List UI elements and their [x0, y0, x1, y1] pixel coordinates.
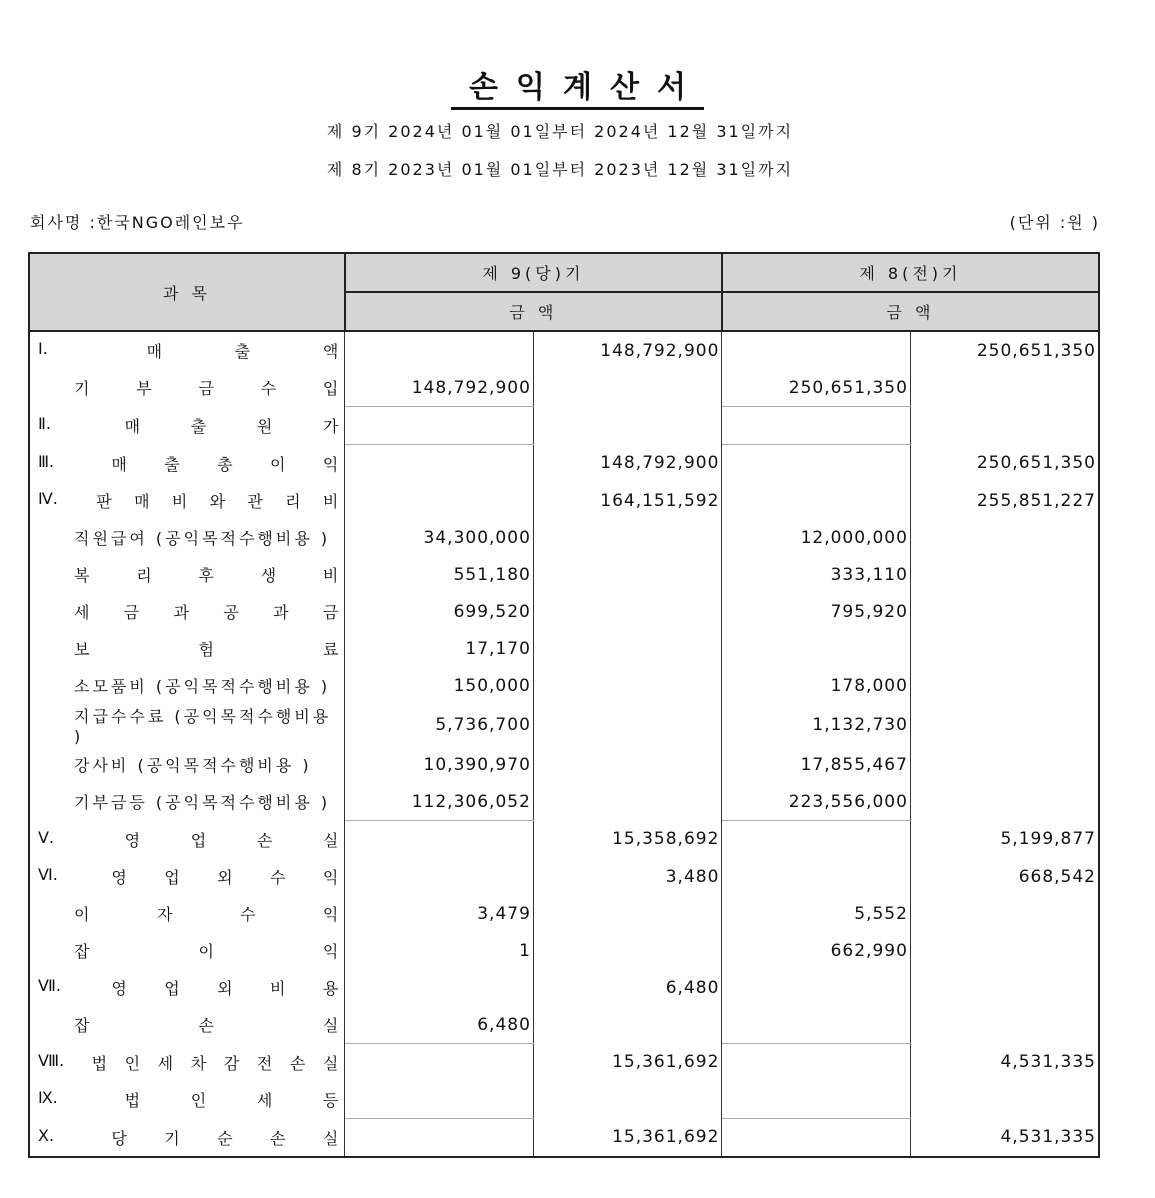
account-label-char: 총 — [217, 454, 233, 474]
account-label-char: 기 — [164, 1128, 180, 1148]
amount-cell — [345, 445, 534, 483]
account-label-char: 수 — [239, 905, 256, 924]
account-label: 직원급여 (공익목적수행비용 ) — [74, 529, 331, 548]
roman-numeral: Ⅱ. — [38, 414, 51, 433]
amount-cell — [910, 895, 1099, 932]
amount-cell — [345, 331, 534, 369]
account-cell — [29, 369, 345, 407]
account-label-char: 법 — [124, 1091, 141, 1111]
account-label-char: 매 — [134, 492, 150, 511]
table-row — [29, 667, 1099, 704]
amount-cell — [910, 593, 1099, 630]
amount-cell — [533, 895, 722, 932]
account-cell — [29, 969, 345, 1006]
account-label: 소모품비 (공익목적수행비용 ) — [74, 677, 331, 696]
account-label-char: 익 — [322, 942, 339, 961]
account-cell — [29, 858, 345, 895]
account-label-char: 익 — [322, 454, 339, 474]
account-label-char: 출 — [190, 417, 207, 436]
amount-cell: 6,480 — [533, 969, 722, 1006]
amount-cell: 178,000 — [722, 667, 911, 704]
account-label-char: 영 — [124, 830, 141, 850]
account-label-char: 보 — [74, 640, 90, 659]
account-label-char: 영 — [111, 868, 127, 887]
account-label-char: 감 — [223, 1053, 240, 1073]
table-row — [29, 519, 1099, 556]
statement-body — [29, 331, 1099, 1157]
amount-cell: 795,920 — [722, 593, 911, 630]
account-label-char: 비 — [322, 492, 339, 511]
amount-cell: 34,300,000 — [345, 519, 534, 556]
amount-cell — [722, 821, 911, 859]
roman-numeral: Ⅵ. — [38, 865, 58, 884]
amount-cell: 150,000 — [345, 667, 534, 704]
unit-label: (단위 :원 ) — [1009, 213, 1100, 232]
amount-cell — [533, 1081, 722, 1119]
amount-cell — [910, 969, 1099, 1006]
account-label-char: 매 — [124, 417, 141, 436]
amount-cell: 164,151,592 — [533, 482, 722, 519]
amount-cell — [345, 1119, 534, 1158]
amount-cell — [533, 704, 722, 746]
account-cell — [29, 1006, 345, 1044]
account-label-char: 당 — [111, 1128, 127, 1148]
account-label-char: 법 — [91, 1053, 108, 1073]
amount-cell: 10,390,970 — [345, 746, 534, 783]
account-label-char: 영 — [111, 979, 127, 998]
amount-cell — [533, 593, 722, 630]
account-label-char: 리 — [136, 566, 152, 585]
account-cell — [29, 704, 345, 746]
account-label-char: 순 — [217, 1128, 233, 1148]
amount-cell — [910, 704, 1099, 746]
account-label-char: 실 — [322, 1016, 339, 1036]
amount-cell — [910, 407, 1099, 445]
table-row — [29, 445, 1099, 483]
account-label-char: 출 — [164, 454, 180, 474]
amount-cell — [722, 331, 911, 369]
account-label-char: 인 — [124, 1053, 141, 1073]
document-title: 손익계산서 — [0, 62, 1155, 106]
amount-cell — [722, 482, 911, 519]
account-label-char: 세 — [256, 1091, 273, 1111]
header-previous-amount: 금 액 — [722, 292, 1099, 331]
account-label-char: 손 — [198, 1016, 214, 1036]
amount-cell — [910, 1006, 1099, 1044]
account-label-char: 전 — [256, 1053, 273, 1073]
amount-cell: 223,556,000 — [722, 783, 911, 821]
amount-cell: 5,552 — [722, 895, 911, 932]
account-label-char: 관 — [247, 492, 263, 511]
account-label-char: 차 — [190, 1053, 207, 1073]
account-cell — [29, 1081, 345, 1119]
amount-cell: 699,520 — [345, 593, 534, 630]
account-label-char: 손 — [289, 1053, 306, 1073]
account-label-char: 금 — [198, 379, 214, 399]
table-row — [29, 407, 1099, 445]
income-statement-table — [28, 252, 1100, 1158]
amount-cell — [533, 369, 722, 407]
amount-cell: 12,000,000 — [722, 519, 911, 556]
amount-cell: 255,851,227 — [910, 482, 1099, 519]
account-label-char: 잡 — [74, 942, 90, 961]
account-label-char: 세 — [157, 1053, 174, 1073]
account-label-char: 세 — [74, 603, 90, 622]
amount-cell: 333,110 — [722, 556, 911, 593]
amount-cell — [533, 667, 722, 704]
amount-cell — [345, 482, 534, 519]
account-label-char: 이 — [270, 454, 286, 474]
account-label-char: 업 — [190, 830, 207, 850]
account-label-char: 생 — [260, 566, 277, 585]
amount-cell: 250,651,350 — [910, 331, 1099, 369]
table-row — [29, 932, 1099, 969]
roman-numeral: Ⅷ. — [38, 1050, 65, 1070]
account-label-char: 공 — [223, 603, 239, 622]
amount-cell — [910, 630, 1099, 667]
account-label: 강사비 (공익목적수행비용 ) — [74, 756, 312, 775]
amount-cell: 112,306,052 — [345, 783, 534, 821]
account-label-char: 금 — [322, 603, 339, 622]
account-cell — [29, 783, 345, 821]
account-cell — [29, 593, 345, 630]
account-label-char: 업 — [164, 979, 180, 998]
account-cell — [29, 482, 345, 519]
account-label: 기부금등 (공익목적수행비용 ) — [74, 793, 331, 813]
account-label-char: 료 — [322, 640, 339, 659]
amount-cell — [910, 369, 1099, 407]
amount-cell — [910, 932, 1099, 969]
amount-cell: 250,651,350 — [722, 369, 911, 407]
amount-cell: 3,480 — [533, 858, 722, 895]
amount-cell — [722, 1006, 911, 1044]
account-label-char: 매 — [146, 342, 163, 361]
account-label: 지급수수료 (공익목적수행비용 ) — [74, 707, 332, 746]
amount-cell — [533, 783, 722, 821]
amount-cell: 551,180 — [345, 556, 534, 593]
account-label-char: 원 — [256, 417, 273, 436]
table-row — [29, 746, 1099, 783]
account-label-char: 금 — [123, 603, 140, 622]
account-cell — [29, 667, 345, 704]
roman-numeral: Ⅶ. — [38, 976, 61, 995]
amount-cell: 3,479 — [345, 895, 534, 932]
account-label-char: 입 — [322, 379, 339, 399]
account-cell — [29, 407, 345, 445]
header-current-amount: 금 액 — [345, 292, 722, 331]
header-current-period: 제 9(당)기 — [345, 253, 722, 292]
table-row — [29, 556, 1099, 593]
amount-cell — [345, 1081, 534, 1119]
amount-cell: 17,855,467 — [722, 746, 911, 783]
amount-cell: 17,170 — [345, 630, 534, 667]
account-cell — [29, 1044, 345, 1082]
account-cell — [29, 932, 345, 969]
table-row — [29, 331, 1099, 369]
amount-cell — [345, 858, 534, 895]
account-cell — [29, 556, 345, 593]
roman-numeral: Ⅰ. — [38, 339, 48, 358]
amount-cell: 250,651,350 — [910, 445, 1099, 483]
account-label-char: 비 — [322, 566, 339, 585]
amount-cell — [722, 1081, 911, 1119]
account-label-char: 용 — [322, 979, 339, 998]
period-previous: 제 8기 2023년 01월 01일부터 2023년 12월 31일까지 — [326, 160, 794, 179]
company-name: 회사명 :한국NGO레인보우 — [30, 213, 245, 232]
account-cell — [29, 445, 345, 483]
table-row — [29, 630, 1099, 667]
header-previous-period: 제 8(전)기 — [722, 253, 1099, 292]
table-row — [29, 1044, 1099, 1082]
table-row — [29, 821, 1099, 859]
amount-cell — [910, 746, 1099, 783]
amount-cell — [910, 783, 1099, 821]
amount-cell: 15,358,692 — [533, 821, 722, 859]
account-cell — [29, 821, 345, 859]
amount-cell: 668,542 — [910, 858, 1099, 895]
table-row — [29, 969, 1099, 1006]
amount-cell — [722, 1044, 911, 1082]
roman-numeral: Ⅲ. — [38, 451, 55, 471]
account-label-char: 이 — [74, 905, 90, 924]
account-label-char: 기 — [74, 379, 90, 399]
amount-cell: 148,792,900 — [533, 445, 722, 483]
account-label-char: 업 — [164, 868, 180, 887]
roman-numeral: Ⅸ. — [38, 1088, 58, 1108]
account-cell — [29, 519, 345, 556]
account-label-char: 출 — [234, 342, 251, 361]
amount-cell — [722, 630, 911, 667]
account-label-char: 매 — [111, 454, 127, 474]
roman-numeral: Ⅴ. — [38, 827, 55, 847]
account-cell — [29, 630, 345, 667]
account-label-char: 비 — [270, 979, 286, 998]
amount-cell — [722, 858, 911, 895]
account-label-char: 과 — [273, 603, 289, 622]
amount-cell — [722, 969, 911, 1006]
account-label-char: 수 — [260, 379, 277, 399]
account-label-char: 익 — [322, 905, 339, 924]
account-cell — [29, 895, 345, 932]
account-label-char: 수 — [270, 868, 286, 887]
account-label-char: 액 — [322, 342, 339, 361]
account-label-char: 익 — [322, 868, 339, 887]
table-row — [29, 1081, 1099, 1119]
amount-cell — [910, 519, 1099, 556]
account-label-char: 손 — [270, 1128, 286, 1148]
account-label-char: 인 — [190, 1091, 207, 1111]
account-cell — [29, 746, 345, 783]
amount-cell — [345, 407, 534, 445]
amount-cell: 4,531,335 — [910, 1119, 1099, 1158]
amount-cell — [533, 1006, 722, 1044]
account-label-char: 후 — [198, 566, 214, 585]
amount-cell — [533, 556, 722, 593]
amount-cell — [910, 667, 1099, 704]
amount-cell — [345, 969, 534, 1006]
table-row — [29, 482, 1099, 519]
amount-cell — [910, 1081, 1099, 1119]
amount-cell: 15,361,692 — [533, 1044, 722, 1082]
amount-cell: 148,792,900 — [533, 331, 722, 369]
account-label-char: 와 — [209, 492, 226, 511]
table-row — [29, 1119, 1099, 1158]
account-label-char: 과 — [173, 603, 190, 622]
amount-cell: 5,736,700 — [345, 704, 534, 746]
amount-cell: 662,990 — [722, 932, 911, 969]
account-label-char: 실 — [322, 1053, 339, 1073]
amount-cell: 15,361,692 — [533, 1119, 722, 1158]
amount-cell — [533, 519, 722, 556]
amount-cell — [722, 407, 911, 445]
roman-numeral: Ⅳ. — [38, 489, 58, 508]
account-label-char: 실 — [322, 1128, 339, 1148]
account-label-char: 외 — [217, 979, 233, 998]
account-label-char: 복 — [74, 566, 90, 585]
period-current: 제 9기 2024년 01월 01일부터 2024년 12월 31일까지 — [326, 122, 794, 141]
account-label-char: 가 — [322, 417, 339, 436]
amount-cell — [533, 932, 722, 969]
account-label-char: 외 — [217, 868, 233, 887]
table-row — [29, 783, 1099, 821]
amount-cell — [910, 556, 1099, 593]
account-cell — [29, 1119, 345, 1158]
table-row — [29, 369, 1099, 407]
account-label-char: 잡 — [74, 1016, 90, 1036]
amount-cell — [345, 821, 534, 859]
amount-cell — [722, 1119, 911, 1158]
amount-cell: 148,792,900 — [345, 369, 534, 407]
account-label-char: 등 — [322, 1091, 339, 1111]
account-cell — [29, 331, 345, 369]
account-label-char: 부 — [136, 379, 152, 399]
table-row — [29, 704, 1099, 746]
roman-numeral: Ⅹ. — [38, 1125, 55, 1145]
table-row — [29, 593, 1099, 630]
table-row — [29, 1006, 1099, 1044]
account-label-char: 판 — [96, 492, 112, 511]
amount-cell: 4,531,335 — [910, 1044, 1099, 1082]
account-label-char: 험 — [198, 640, 214, 659]
account-label-char: 실 — [322, 830, 339, 850]
amount-cell — [533, 407, 722, 445]
account-label-char: 비 — [171, 492, 188, 511]
amount-cell: 1,132,730 — [722, 704, 911, 746]
amount-cell — [722, 445, 911, 483]
amount-cell — [345, 1044, 534, 1082]
account-label-char: 자 — [156, 905, 173, 924]
amount-cell: 6,480 — [345, 1006, 534, 1044]
table-row — [29, 858, 1099, 895]
amount-cell: 1 — [345, 932, 534, 969]
header-account: 과 목 — [29, 253, 345, 331]
amount-cell — [533, 630, 722, 667]
amount-cell — [533, 746, 722, 783]
account-label-char: 리 — [285, 492, 301, 511]
table-row — [29, 895, 1099, 932]
account-label-char: 손 — [256, 830, 273, 850]
amount-cell: 5,199,877 — [910, 821, 1099, 859]
account-label-char: 이 — [198, 942, 214, 961]
